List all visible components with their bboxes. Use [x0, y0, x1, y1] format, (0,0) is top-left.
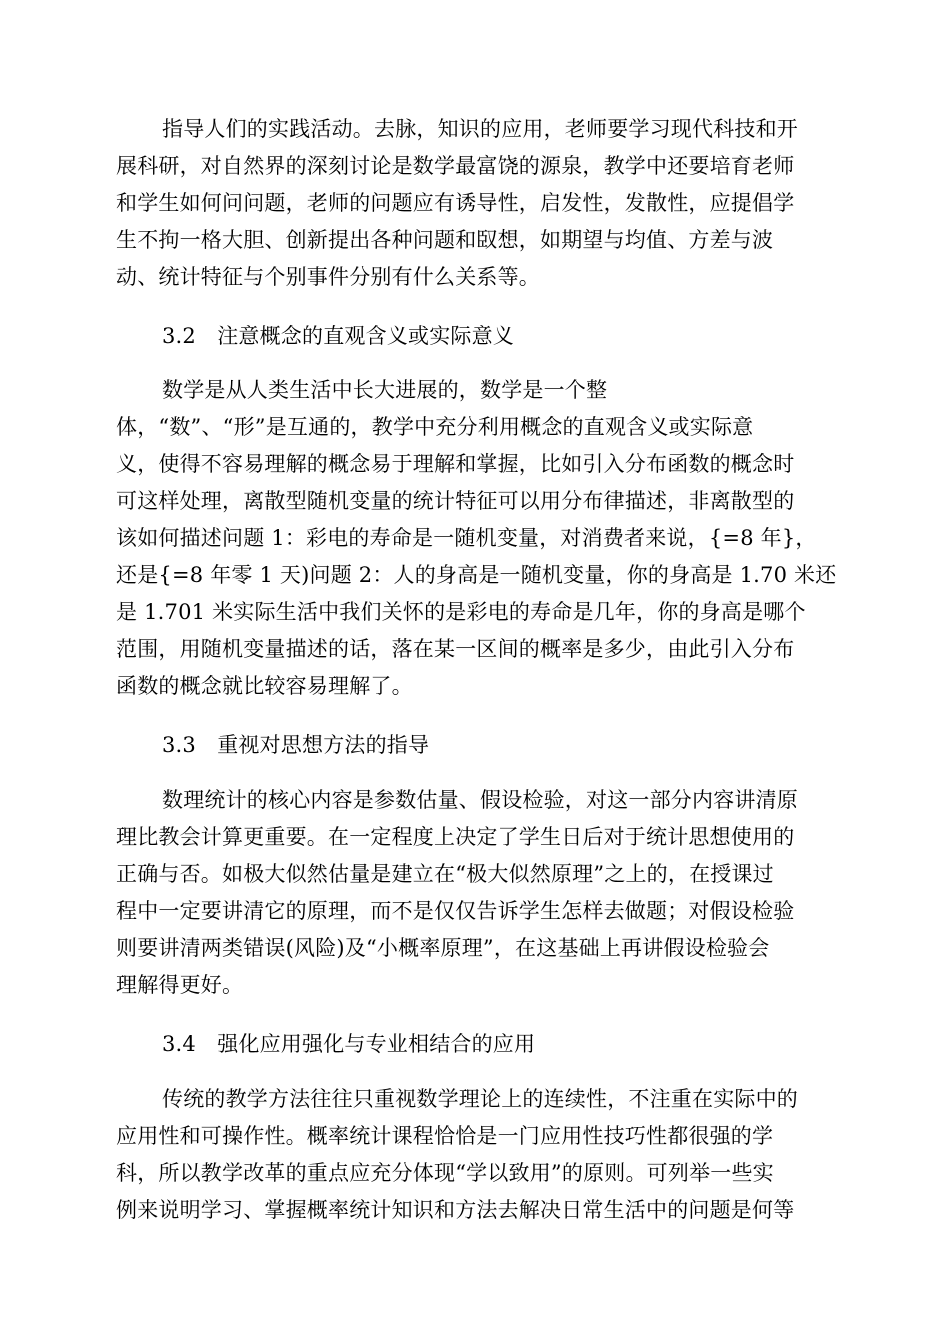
paragraph-line: 指导人们的实践活动。去脉，知识的应用，老师要学习现代科技和开: [162, 117, 798, 141]
paragraph-line: 还是{=8 年零 1 天)问题 2：人的身高是一随机变量，你的身高是 1.70 米还: [116, 563, 837, 587]
paragraph-line: 正确与否。如极大似然估量是建立在“极大似然原理”之上的，在授课过: [116, 862, 774, 886]
paragraph-line: 生不拘一格大胆、创新提出各种问题和臤想，如期望与均值、方差与波: [116, 228, 774, 252]
paragraph-line: 应用性和可操作性。概率统计课程恰恰是一门应用性技巧性都很强的学: [116, 1124, 774, 1148]
paragraph-line: 体，“数”、“形”是互通的，教学中充分利用概念的直观含义或实际意: [116, 415, 754, 439]
paragraph-line: 义，使得不容易理解的概念易于理解和掌握，比如引入分布函数的概念时: [116, 452, 795, 476]
paragraph-line: 动、统计特征与个别事件分别有什么关系等。: [116, 265, 540, 289]
paragraph-line: 科，所以教学改革的重点应充分体现“学以致用”的原则。可列举一些实: [116, 1161, 774, 1185]
section-heading: 3.4 强化应用强化与专业相结合的应用: [162, 1032, 536, 1056]
paragraph-line: 程中一定要讲清它的原理，而不是仅仅告诉学生怎样去做题；对假设检验: [116, 899, 795, 923]
paragraph-line: 则要讲清两类错误(风险)及“小概率原理”，在这基础上再讲假设检验会: [116, 936, 770, 960]
paragraph-line: 是 1.701 米实际生活中我们关怀的是彩电的寿命是几年，你的身高是哪个: [116, 600, 806, 624]
paragraph-line: 可这样处理，离散型随机变量的统计特征可以用分布律描述，非离散型的: [116, 489, 795, 513]
paragraph-line: 范围，用随机变量描述的话，落在某一区间的概率是多少，由此引入分布: [116, 637, 795, 661]
paragraph-line: 和学生如何问问题，老师的问题应有诱导性，启发性，发散性，应提倡学: [116, 191, 795, 215]
paragraph-line: 函数的概念就比较容易理解了。: [116, 674, 413, 698]
paragraph-line: 例来说明学习、掌握概率统计知识和方法去解决日常生活中的问题是何等: [116, 1198, 795, 1222]
paragraph-line: 该如何描述问题 1：彩电的寿命是一随机变量，对消费者来说，{=8 年}，: [116, 526, 817, 550]
paragraph-line: 传统的教学方法往往只重视数学理论上的连续性，不注重在实际中的: [162, 1087, 798, 1111]
paragraph-line: 数学是从人类生活中长大进展的，数学是一个整: [162, 378, 608, 402]
section-heading: 3.3 重视对思想方法的指导: [162, 733, 430, 757]
paragraph-line: 数理统计的核心内容是参数估量、假设检验，对这一部分内容讲清原: [162, 788, 798, 812]
paragraph-line: 展科研，对自然界的深刻讨论是数学最富饶的源泉，教学中还要培育老师: [116, 154, 795, 178]
section-heading: 3.2 注意概念的直观含义或实际意义: [162, 324, 514, 348]
paragraph-line: 理比教会计算更重要。在一定程度上决定了学生日后对于统计思想使用的: [116, 825, 795, 849]
paragraph-line: 理解得更好。: [116, 973, 244, 997]
